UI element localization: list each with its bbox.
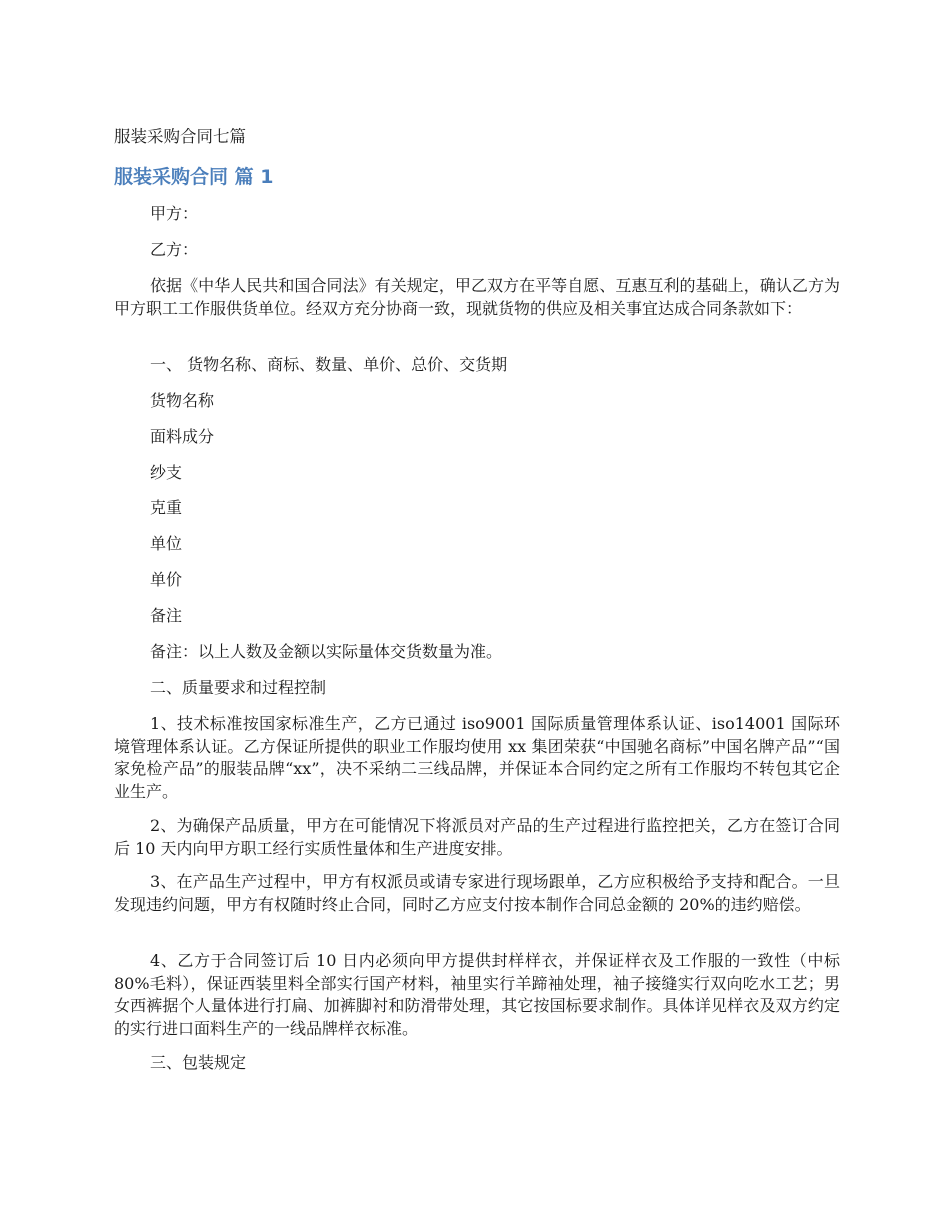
clause-3-heading: 三、包装规定	[150, 1053, 247, 1072]
clause-2-heading: 二、质量要求和过程控制	[150, 678, 327, 697]
clause-1-heading: 一、 货物名称、商标、数量、单价、总价、交货期	[150, 355, 508, 374]
field-weight: 克重	[150, 498, 183, 517]
party-a-line: 甲方：	[150, 204, 199, 223]
party-b-line: 乙方：	[150, 240, 199, 259]
remarks-note: 备注：以上人数及金额以实际量体交货数量为准。	[150, 642, 503, 661]
section-heading: 服装采购合同 篇 1	[114, 166, 274, 188]
field-remarks: 备注	[150, 606, 183, 625]
field-unit: 单位	[150, 534, 183, 553]
field-goods-name: 货物名称	[150, 391, 215, 410]
preamble-paragraph: 依据《中华人民共和国合同法》有关规定，甲乙双方在平等自愿、互惠互利的基础上，确认乙方为甲方职工工作服供货单位。经双方充分协商一致，现就货物的供应及相关事宜达成合同条款如下：	[114, 276, 840, 318]
clause-2-item-1: 1、技术标准按国家标准生产，乙方已通过 iso9001 国际质量管理体系认证、iso14001 国际环境管理体系认证。乙方保证所提供的职业工作服均使用 xx 集团荣获“中国驰名商标”中国名牌产品”“国家免检产品”的服装品牌“xx”，决不采纳二三线品牌，并保证本合同约定之所有工作服均不转包其它企业生产。	[114, 714, 840, 801]
field-fabric: 面料成分	[150, 427, 215, 446]
document-title: 服装采购合同七篇	[114, 127, 246, 146]
clause-2-item-4: 4、乙方于合同签订后 10 日内必须向甲方提供封样样衣，并保证样衣及工作服的一致性（中标 80%毛料），保证西装里料全部实行国产材料，袖里实行羊蹄袖处理，袖子接缝实行双向吃水工艺；男女西裤据个人量体进行打扁、加裤脚衬和防滑带处理，其它按国标要求制作。具体详见样衣及双方约定的实行进口面料生产的一线品牌样衣标准。	[114, 951, 840, 1038]
field-unit-price: 单价	[150, 570, 183, 589]
clause-2-item-2: 2、为确保产品质量，甲方在可能情况下将派员对产品的生产过程进行监控把关，乙方在签订合同后 10 天内向甲方职工经行实质性量体和生产进度安排。	[114, 816, 840, 858]
field-yarn-count: 纱支	[150, 463, 183, 482]
clause-2-item-3: 3、在产品生产过程中，甲方有权派员或请专家进行现场跟单，乙方应积极给予支持和配合。一旦发现违约问题，甲方有权随时终止合同，同时乙方应支付按本制作合同总金额的 20%的违约赔偿。	[114, 872, 840, 914]
